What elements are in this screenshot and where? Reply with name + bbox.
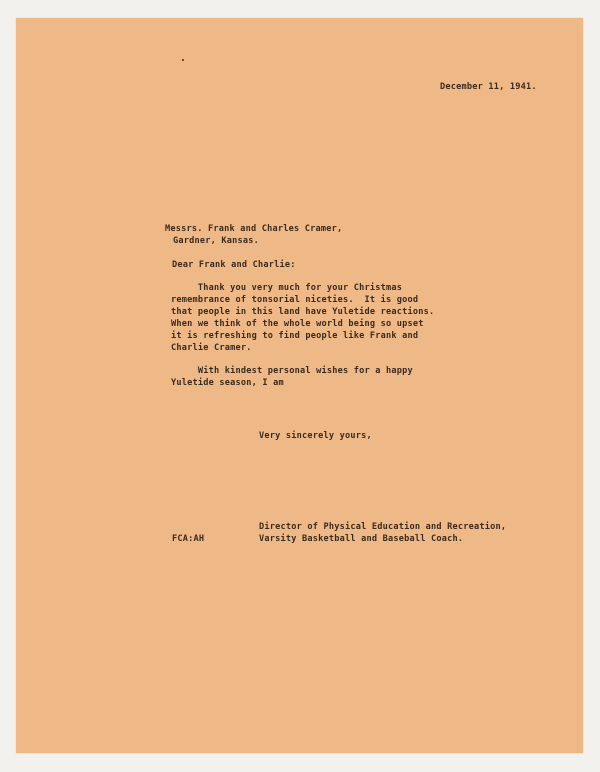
body-line: With kindest personal wishes for a happy <box>171 366 413 376</box>
signer-title-line-1: Director of Physical Education and Recreation, <box>259 522 507 532</box>
recipient-address: Gardner, Kansas. <box>173 236 259 246</box>
body-line: remembrance of tonsorial niceties. It is good <box>171 295 419 305</box>
body-line: When we think of the whole world being so upset <box>171 319 424 329</box>
letter-paper <box>16 18 583 753</box>
body-line: that people in this land have Yuletide reactions. <box>171 307 435 317</box>
body-line: Yuletide season, I am <box>171 378 284 388</box>
reference-initials: FCA:AH <box>172 534 205 544</box>
salutation: Dear Frank and Charlie: <box>172 260 296 270</box>
body-line: Charlie Cramer. <box>171 343 252 353</box>
complimentary-close: Very sincerely yours, <box>259 431 372 441</box>
letter-date: December 11, 1941. <box>440 82 537 92</box>
paper-speck <box>182 59 184 61</box>
body-line: Thank you very much for your Christmas <box>171 283 403 293</box>
signer-title-line-2: Varsity Basketball and Baseball Coach. <box>259 534 464 544</box>
recipient-name: Messrs. Frank and Charles Cramer, <box>165 224 343 234</box>
body-line: it is refreshing to find people like Frank and <box>171 331 419 341</box>
